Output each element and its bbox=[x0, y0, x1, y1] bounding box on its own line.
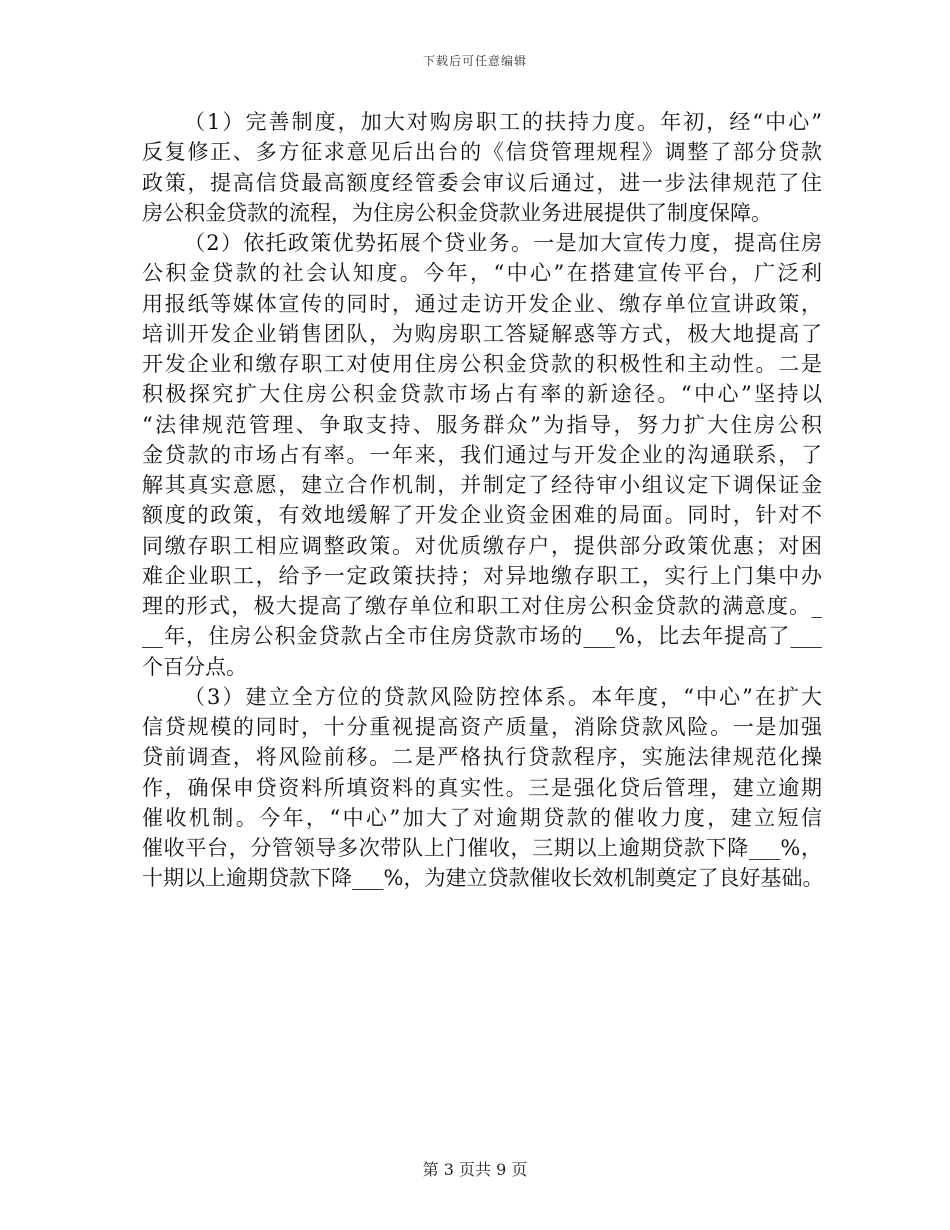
text-line: 作，确保申贷资料所填资料的真实性。三是强化贷后管理，建立逾期 bbox=[142, 775, 822, 800]
text-line: 理的形式，极大提高了缴存单位和职工对住房公积金贷款的满意度。_ bbox=[142, 594, 822, 618]
text-line: 培训开发企业销售团队，为购房职工答疑解惑等方式，极大地提高了 bbox=[142, 321, 822, 346]
document-body bbox=[142, 107, 822, 894]
text-line: “法律规范管理、争取支持、服务群众”为指导，努力扩大住房公积 bbox=[142, 412, 822, 437]
text-line: 金贷款的市场占有率。一年来，我们通过与开发企业的沟通联系，了 bbox=[142, 442, 822, 467]
text-line: 用报纸等媒体宣传的同时，通过走访开发企业、缴存单位宣讲政策， bbox=[142, 291, 822, 316]
text-line: 催收机制。今年，“中心”加大了对逾期贷款的催收力度，建立短信 bbox=[142, 805, 822, 830]
text-line: 公积金贷款的社会认知度。今年，“中心”在搭建宣传平台，广泛利 bbox=[142, 261, 822, 286]
text-line: 十期以上逾期贷款下降___%，为建立贷款催收长效机制奠定了良好基础。 bbox=[142, 866, 824, 891]
text-line: （1）完善制度，加大对购房职工的扶持力度。年初，经“中心” bbox=[184, 110, 822, 134]
text-line: 政策，提高信贷最高额度经管委会审议后通过，进一步法律规范了住 bbox=[142, 170, 822, 195]
text-line: 反复修正、多方征求意见后出台的《信贷管理规程》调整了部分贷款 bbox=[142, 140, 822, 165]
page-footer: 第 3 页共 9 页 bbox=[422, 1160, 528, 1179]
text-line: 房公积金贷款的流程，为住房公积金贷款业务进展提供了制度保障。 bbox=[142, 200, 772, 225]
paragraph bbox=[142, 107, 822, 228]
paragraph bbox=[142, 682, 822, 894]
text-line: 难企业职工，给予一定政策扶持；对异地缴存职工，实行上门集中办 bbox=[142, 563, 822, 588]
text-line: 同缴存职工相应调整政策。对优质缴存户，提供部分政策优惠；对困 bbox=[142, 533, 822, 558]
text-line: 贷前调查，将风险前移。二是严格执行贷款程序，实施法律规范化操 bbox=[142, 745, 822, 770]
text-line: 解其真实意愿，建立合作机制，并制定了经待审小组议定下调保证金 bbox=[142, 473, 822, 497]
text-line: 积极探究扩大住房公积金贷款市场占有率的新途径。“中心”坚持以 bbox=[142, 382, 822, 407]
page-header: 下载后可任意编辑 bbox=[422, 54, 527, 68]
text-line: （2）依托政策优势拓展个贷业务。一是加大宣传力度，提高住房 bbox=[184, 231, 822, 255]
text-line: 个百分点。 bbox=[142, 654, 247, 679]
text-line: 额度的政策，有效地缓解了开发企业资金困难的局面。同时，针对不 bbox=[142, 503, 822, 528]
text-line: __年，住房公积金贷款占全市住房贷款市场的___%，比去年提高了___ bbox=[142, 624, 822, 649]
text-line: 信贷规模的同时，十分重视提高资产质量，消除贷款风险。一是加强 bbox=[142, 715, 822, 739]
text-line: 催收平台，分管领导多次带队上门催收，三期以上逾期贷款下降___%， bbox=[142, 836, 822, 860]
text-line: （3）建立全方位的贷款风险防控体系。本年度，“中心”在扩大 bbox=[184, 684, 822, 709]
paragraph bbox=[142, 228, 822, 682]
text-line: 开发企业和缴存职工对使用住房公积金贷款的积极性和主动性。二是 bbox=[142, 352, 822, 376]
